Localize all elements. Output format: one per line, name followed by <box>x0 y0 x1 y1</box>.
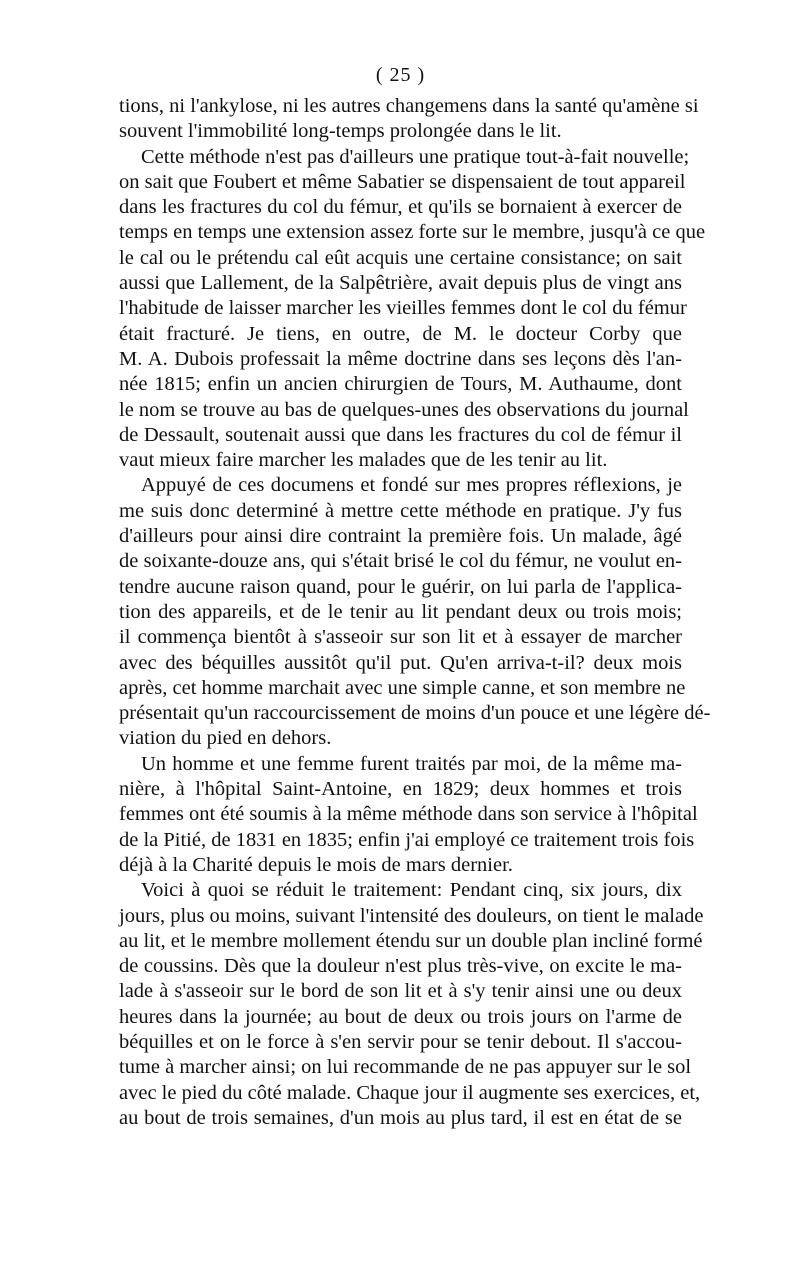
text-line: Voici à quoi se réduit le traitement: Pendant cinq, six jours, dix <box>141 879 682 902</box>
paragraph <box>119 878 704 1131</box>
text-line: de Dessault, soutenait aussi que dans les fractures du col de fémur il <box>119 423 682 446</box>
text-line: d'ailleurs pour ainsi dire contraint la première fois. Un malade, âgé <box>119 525 682 548</box>
text-line: était fracturé. Je tiens, en outre, de M. le docteur Corby que <box>119 322 682 345</box>
text-line: lade à s'asseoir sur le bord de son lit et à s'y tenir ainsi une ou deux <box>119 980 682 1003</box>
body-text <box>119 94 711 1131</box>
text-line: Appuyé de ces documens et fondé sur mes propres réflexions, je <box>141 474 682 497</box>
text-line: béquilles et on le force à s'en servir pour se tenir debout. Il s'accou- <box>119 1030 682 1053</box>
text-line: me suis donc determiné à mettre cette méthode en pratique. J'y fus <box>119 499 682 522</box>
text-line: Un homme et une femme furent traités par moi, de la même ma- <box>141 752 682 775</box>
text-line: présentait qu'un raccourcissement de moins d'un pouce et une légère dé- <box>119 702 711 725</box>
text-line: vaut mieux faire marcher les malades que de les tenir au lit. <box>119 449 608 472</box>
text-line: Cette méthode n'est pas d'ailleurs une pratique tout-à-fait nouvelle; <box>141 145 690 168</box>
text-line: avec le pied du côté malade. Chaque jour il augmente ses exercices, et, <box>119 1081 701 1104</box>
text-line: le nom se trouve au bas de quelques-unes des observations du journal <box>119 398 689 421</box>
text-line: tions, ni l'ankylose, ni les autres changemens dans la santé qu'amène si <box>119 95 699 117</box>
text-line: tume à marcher ainsi; on lui recommande de ne pas appuyer sur le sol <box>119 1056 692 1079</box>
text-line: jours, plus ou moins, suivant l'intensité des douleurs, on tient le malade <box>119 904 704 927</box>
text-line: tion des appareils, et de le tenir au lit pendant deux ou trois mois; <box>119 600 682 623</box>
text-line: tendre aucune raison quand, pour le guérir, on lui parla de l'applica- <box>119 575 682 598</box>
text-line: née 1815; enfin un ancien chirurgien de Tours, M. Authaume, dont <box>119 373 682 396</box>
text-line: temps en temps une extension assez forte sur le membre, jusqu'à ce que <box>119 221 706 244</box>
text-line: de soixante-douze ans, qui s'était brisé le col du fémur, ne voulut en- <box>119 550 682 573</box>
text-line: heures dans la journée; au bout de deux ou trois jours on l'arme de <box>119 1005 682 1028</box>
page-body <box>119 62 711 1131</box>
paragraph <box>119 145 706 474</box>
text-line: viation du pied en dehors. <box>119 727 332 750</box>
text-line: il commença bientôt à s'asseoir sur son lit et à essayer de marcher <box>119 626 682 649</box>
text-line: nière, à l'hôpital Saint-Antoine, en 1829; deux hommes et trois <box>119 778 682 801</box>
paragraph <box>119 94 699 145</box>
text-line: au lit, et le membre mollement étendu sur un double plan incliné formé <box>119 929 703 952</box>
paragraph <box>119 752 698 878</box>
text-line: de la Pitié, de 1831 en 1835; enfin j'ai employé ce traitement trois fois <box>119 828 695 851</box>
text-line: avec des béquilles aussitôt qu'il put. Qu'en arriva-t-il? deux mois <box>119 651 682 674</box>
page-number: ( 25 ) <box>375 64 426 86</box>
text-line: souvent l'immobilité long-temps prolongée dans le lit. <box>119 120 562 143</box>
text-line: l'habitude de laisser marcher les vieilles femmes dont le col du fémur <box>119 297 687 320</box>
text-line: après, cet homme marchait avec une simple canne, et son membre ne <box>119 676 686 699</box>
text-line: au bout de trois semaines, d'un mois au plus tard, il est en état de se <box>119 1106 682 1129</box>
text-line: M. A. Dubois professait la même doctrine dans ses leçons dès l'an- <box>119 347 682 370</box>
text-line: le cal ou le prétendu cal eût acquis une certaine consistance; on sait <box>119 246 682 269</box>
text-line: de coussins. Dès que la douleur n'est plus très-vive, on excite le ma- <box>119 955 682 978</box>
paragraph <box>119 473 711 751</box>
text-line: on sait que Foubert et même Sabatier se dispensaient de tout appareil <box>119 170 686 193</box>
text-line: femmes ont été soumis à la même méthode dans son service à l'hôpital <box>119 803 698 826</box>
text-line: aussi que Lallement, de la Salpêtrière, avait depuis plus de vingt ans <box>119 272 682 295</box>
text-line: déjà à la Charité depuis le mois de mars dernier. <box>119 853 513 876</box>
text-line: dans les fractures du col du fémur, et qu'ils se bornaient à exercer de <box>119 196 682 219</box>
